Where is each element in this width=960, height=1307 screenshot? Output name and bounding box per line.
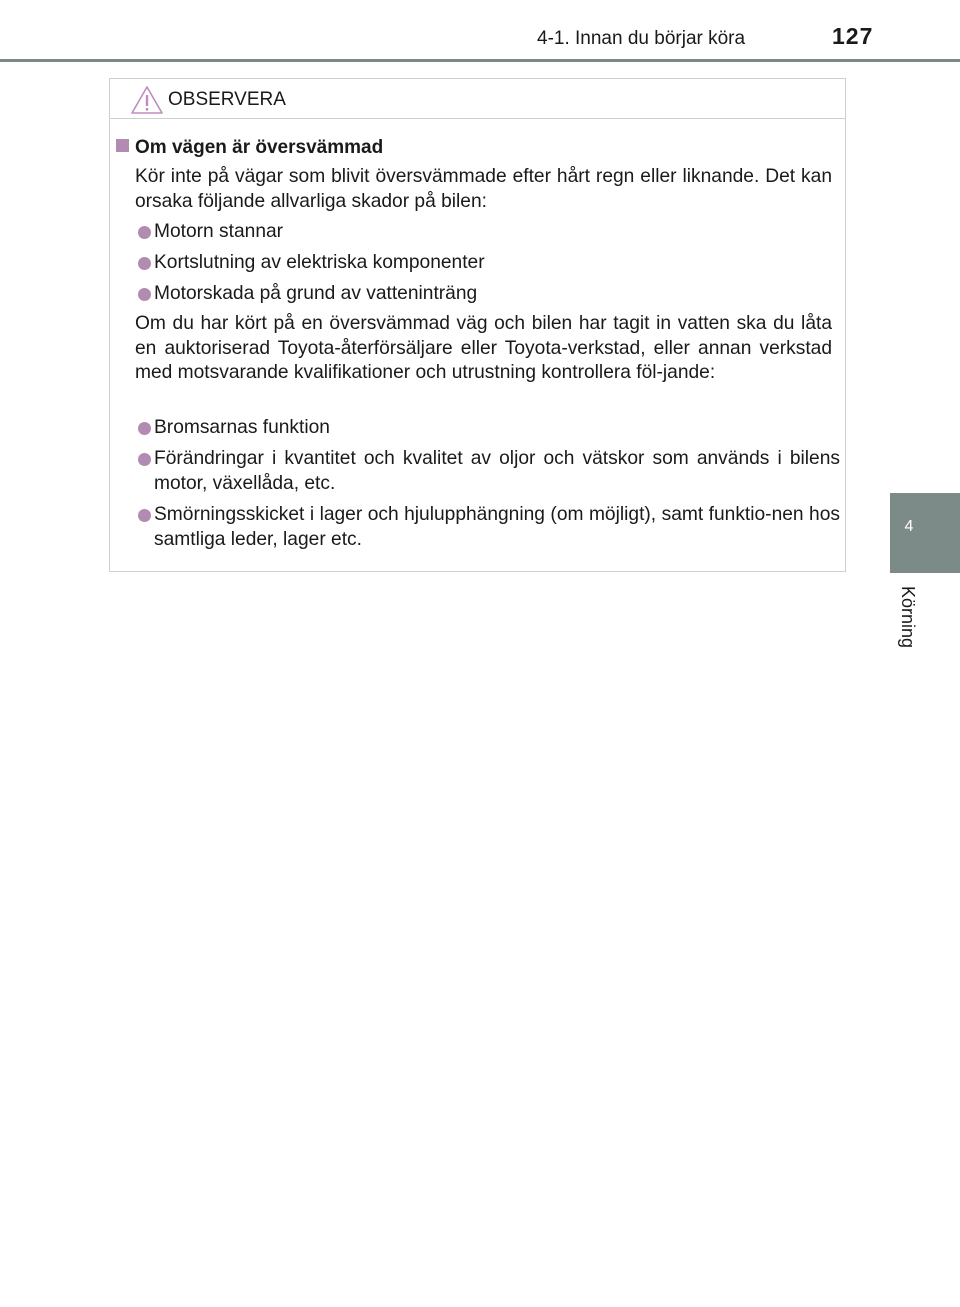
chapter-number: 4 [904,518,914,535]
chapter-tab [890,493,960,573]
warning-triangle-icon [130,85,164,115]
list-item-text: Förändringar i kvantitet och kvalitet av oljor och vätskor som används i bilens motor, växellåda, etc. [154,448,840,494]
list-item-text: Bromsarnas funktion [154,417,330,438]
page-header [0,0,960,62]
list-item [138,416,840,441]
bullet-dot-icon [138,509,151,522]
section-heading [116,137,383,159]
inspection-paragraph: Om du har kört på en översvämmad väg och bilen har tagit in vatten ska du låta en auktoriserad Toyota-återförsäljare eller Toyota-verkstad, eller annan verkstad med motsvarande kvalifikationer och utrustning kontrollera föl-jande: [135,313,832,383]
list-item [138,503,840,552]
bullet-dot-icon [138,288,151,301]
notice-title: OBSERVERA [168,89,286,110]
list-item [138,251,840,276]
list-item [138,282,840,307]
section-title: 4-1. Innan du börjar köra [537,28,746,49]
page-number: 127 [832,23,874,49]
bullet-dot-icon [138,226,151,239]
notice-header [110,79,845,119]
list-item-text: Motorn stannar [154,221,284,242]
header-divider [0,59,960,62]
notice-box [109,78,846,572]
bullet-dot-icon [138,257,151,270]
list-item [138,220,840,245]
list-item [138,447,840,496]
list-item-text: Kortslutning av elektriska komponenter [154,252,485,273]
chapter-label: Körning [898,586,918,649]
bullet-dot-icon [138,453,151,466]
section-heading-text: Om vägen är översvämmad [135,137,384,158]
list-item-text: Motorskada på grund av vatteninträng [154,283,478,304]
list-item-text: Smörningsskicket i lager och hjulupphängning (om möjligt), samt funktio-nen hos samtliga leder, lager etc. [154,504,840,550]
intro-paragraph: Kör inte på vägar som blivit översvämmade efter hårt regn eller liknande. Det kan orsaka följande allvarliga skador på bilen: [135,166,832,212]
square-bullet-icon [116,139,129,152]
bullet-dot-icon [138,422,151,435]
